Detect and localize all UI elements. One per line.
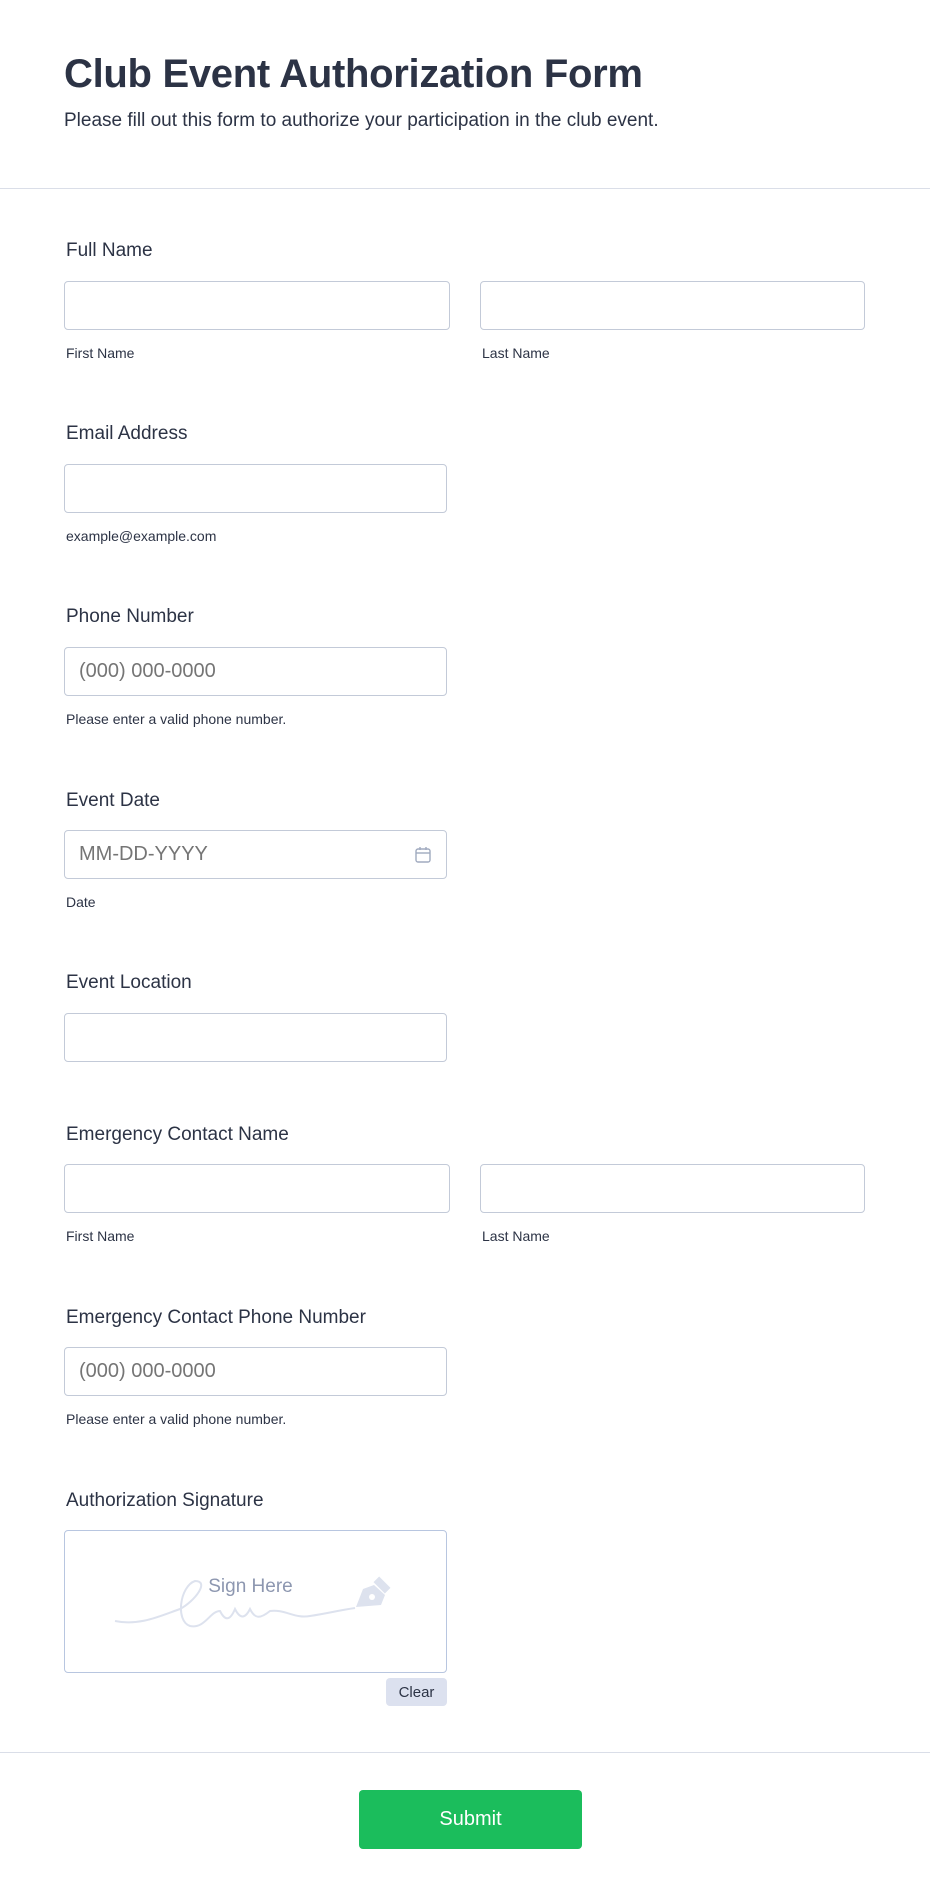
phone-input[interactable] xyxy=(64,647,447,696)
header-divider xyxy=(0,188,930,189)
email-sublabel: example@example.com xyxy=(66,528,217,544)
signature-pad[interactable] xyxy=(64,1530,447,1673)
first-name-sublabel: First Name xyxy=(66,345,135,361)
event-location-label: Event Location xyxy=(66,972,192,993)
emergency-last-name-input[interactable] xyxy=(480,1164,865,1213)
emergency-name-label: Emergency Contact Name xyxy=(66,1124,289,1145)
last-name-input[interactable] xyxy=(480,281,865,330)
full-name-label: Full Name xyxy=(66,240,153,261)
footer-divider xyxy=(0,1752,930,1753)
emergency-first-name-sublabel: First Name xyxy=(66,1228,135,1244)
page-subtitle: Please fill out this form to authorize your participation in the club event. xyxy=(64,110,659,131)
clear-signature-button[interactable]: Clear xyxy=(386,1678,447,1706)
phone-sublabel: Please enter a valid phone number. xyxy=(66,711,287,727)
phone-label: Phone Number xyxy=(66,606,194,627)
event-date-input[interactable] xyxy=(64,830,447,879)
event-location-input[interactable] xyxy=(64,1013,447,1062)
signature-label: Authorization Signature xyxy=(66,1490,264,1511)
sign-here-text: Sign Here xyxy=(208,1576,293,1597)
page-title: Club Event Authorization Form xyxy=(64,52,643,96)
email-input[interactable] xyxy=(64,464,447,513)
calendar-icon[interactable] xyxy=(414,846,432,864)
event-date-label: Event Date xyxy=(66,790,160,811)
signature-scribble-icon xyxy=(110,1571,400,1641)
submit-button[interactable]: Submit xyxy=(359,1790,582,1849)
event-date-sublabel: Date xyxy=(66,894,96,910)
last-name-sublabel: Last Name xyxy=(482,345,550,361)
emergency-last-name-sublabel: Last Name xyxy=(482,1228,550,1244)
emergency-phone-label: Emergency Contact Phone Number xyxy=(66,1307,366,1328)
emergency-first-name-input[interactable] xyxy=(64,1164,450,1213)
email-label: Email Address xyxy=(66,423,188,444)
emergency-phone-sublabel: Please enter a valid phone number. xyxy=(66,1411,287,1427)
first-name-input[interactable] xyxy=(64,281,450,330)
emergency-phone-input[interactable] xyxy=(64,1347,447,1396)
